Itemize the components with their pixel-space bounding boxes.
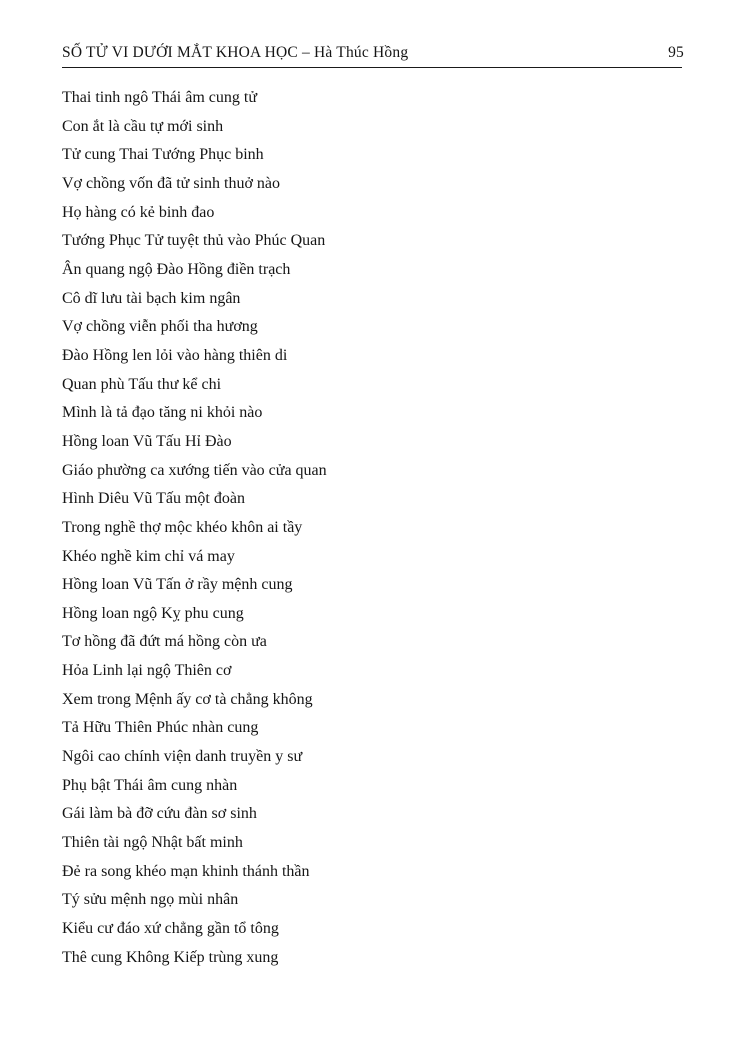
verse-line: Cô dĩ lưu tài bạch kim ngân: [62, 289, 241, 307]
verse-line: Mình là tả đạo tăng ni khỏi nào: [62, 404, 263, 422]
verse-line: Vợ chồng vốn đã tử sinh thuở nào: [62, 174, 281, 192]
verse-line: Thê cung Không Kiếp trùng xung: [62, 948, 279, 966]
verse-line: Khéo nghề kim chỉ vá may: [62, 547, 235, 565]
verse-line: Trong nghề thợ mộc khéo khôn ai tầy: [62, 518, 303, 536]
verse-line: Quan phù Tấu thư kể chi: [62, 375, 222, 393]
header-divider: [62, 67, 682, 68]
verse-line: Tử cung Thai Tướng Phục binh: [62, 146, 264, 164]
verse-line: Thai tinh ngô Thái âm cung tử: [62, 89, 258, 106]
book-title: SỐ TỬ VI DƯỚI MẮT KHOA HỌC – Hà Thúc Hồng: [62, 44, 409, 61]
verse-line: Đẻ ra song khéo mạn khinh thánh thần: [62, 862, 310, 880]
verse-line: Gái làm bà đỡ cứu đàn sơ sinh: [62, 805, 257, 823]
verse-line: Hồng loan Vũ Tấn ở rầy mệnh cung: [62, 576, 293, 594]
verse-line: Tơ hồng đã đứt má hồng còn ưa: [62, 633, 267, 651]
verse-line: Con ắt là cầu tự mới sinh: [62, 117, 224, 135]
verse-line: Thiên tài ngộ Nhật bất minh: [62, 834, 243, 852]
page-header: [62, 44, 684, 62]
verse-line: Tả Hữu Thiên Phúc nhàn cung: [62, 719, 259, 737]
verse-line: Họ hàng có kẻ binh đao: [62, 203, 215, 221]
verse-line: Đào Hồng len lỏi vào hàng thiên di: [62, 346, 288, 364]
verse-list: [62, 84, 704, 972]
verse-line: Phụ bật Thái âm cung nhàn: [62, 776, 238, 794]
verse-line: Hỏa Linh lại ngộ Thiên cơ: [62, 662, 232, 680]
verse-line: Ngôi cao chính viện danh truyền y sư: [62, 748, 303, 766]
verse-line: Tý sửu mệnh ngọ mùi nhân: [62, 891, 239, 909]
verse-line: Tướng Phục Tử tuyệt thủ vào Phúc Quan: [62, 232, 326, 250]
verse-line: Xem trong Mệnh ấy cơ tà chẳng không: [62, 690, 313, 708]
page-number: 95: [668, 44, 684, 61]
verse-line: Hình Diêu Vũ Tấu một đoàn: [62, 490, 245, 508]
verse-line: Ân quang ngộ Đào Hồng điền trạch: [62, 260, 291, 278]
verse-line: Vợ chồng viễn phối tha hương: [62, 318, 258, 336]
verse-line: Hồng loan Vũ Tấu Hỉ Đào: [62, 432, 232, 450]
verse-line: Kiểu cư đáo xứ chẳng gần tổ tông: [62, 920, 279, 938]
verse-line: Hồng loan ngộ Kỵ phu cung: [62, 604, 244, 622]
verse-line: Giáo phường ca xướng tiến vào cửa quan: [62, 461, 327, 479]
